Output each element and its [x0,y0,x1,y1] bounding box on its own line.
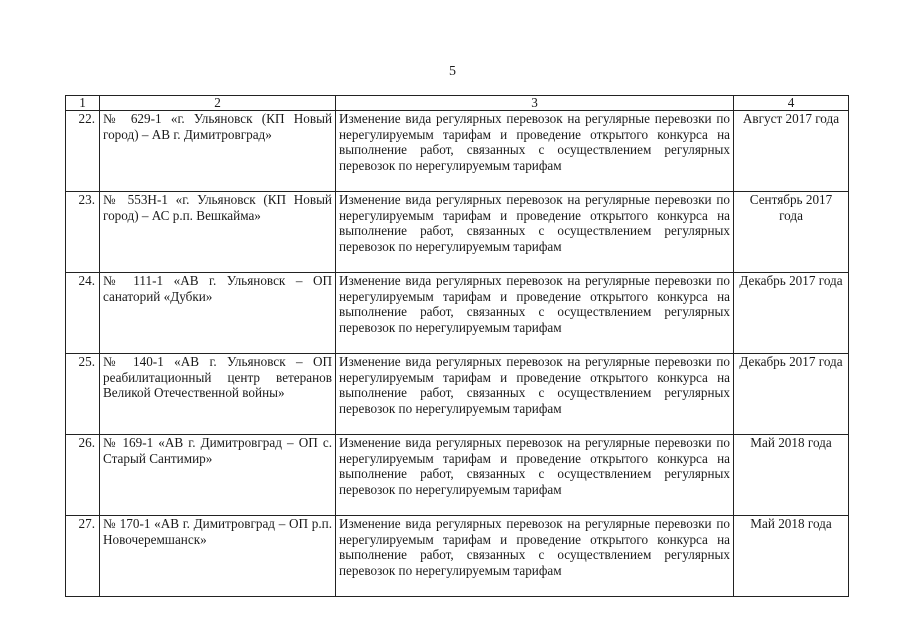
row-number: 24. [66,273,100,354]
date-cell: Декабрь 2017 года [734,273,849,354]
description-cell: Изменение вида регулярных перевозок на регулярные перевозки по нерегулируемым тарифам и проведение открытого конкурса на выполнение работ, связанных с осуществлением регулярных перевозок по нерегулируемым тарифам [336,516,734,597]
column-header: 2 [100,96,336,111]
table-row [66,435,849,516]
date-cell: Декабрь 2017 года [734,354,849,435]
table-row [66,192,849,273]
description-cell: Изменение вида регулярных перевозок на регулярные перевозки по нерегулируемым тарифам и проведение открытого конкурса на выполнение работ, связанных с осуществлением регулярных перевозок по нерегулируемым тарифам [336,354,734,435]
description-cell: Изменение вида регулярных перевозок на регулярные перевозки по нерегулируемым тарифам и проведение открытого конкурса на выполнение работ, связанных с осуществлением регулярных перевозок по нерегулируемым тарифам [336,192,734,273]
row-number: 25. [66,354,100,435]
table-header-row [66,96,849,111]
table-row [66,516,849,597]
column-header: 4 [734,96,849,111]
route-cell: № 629-1 «г. Ульяновск (КП Новый город) – АВ г. Димитровград» [100,111,336,192]
row-number: 26. [66,435,100,516]
row-number: 23. [66,192,100,273]
table-row [66,273,849,354]
row-number: 22. [66,111,100,192]
date-cell: Май 2018 года [734,516,849,597]
description-cell: Изменение вида регулярных перевозок на регулярные перевозки по нерегулируемым тарифам и проведение открытого конкурса на выполнение работ, связанных с осуществлением регулярных перевозок по нерегулируемым тарифам [336,111,734,192]
description-cell: Изменение вида регулярных перевозок на регулярные перевозки по нерегулируемым тарифам и проведение открытого конкурса на выполнение работ, связанных с осуществлением регулярных перевозок по нерегулируемым тарифам [336,435,734,516]
column-header: 3 [336,96,734,111]
route-cell: № 111-1 «АВ г. Ульяновск – ОП санаторий «Дубки» [100,273,336,354]
route-cell: № 140-1 «АВ г. Ульяновск – ОП реабилитационный центр ветеранов Великой Отечественной войны» [100,354,336,435]
route-cell: № 553Н-1 «г. Ульяновск (КП Новый город) – АС р.п. Вешкайма» [100,192,336,273]
date-cell: Май 2018 года [734,435,849,516]
page-number: 5 [449,64,456,79]
route-cell: № 169-1 «АВ г. Димитровград – ОП с. Старый Сантимир» [100,435,336,516]
row-number: 27. [66,516,100,597]
route-cell: № 170-1 «АВ г. Димитровград – ОП р.п. Новочеремшанск» [100,516,336,597]
table-row [66,354,849,435]
table-row [66,111,849,192]
column-header: 1 [66,96,100,111]
date-cell: Август 2017 года [734,111,849,192]
description-cell: Изменение вида регулярных перевозок на регулярные перевозки по нерегулируемым тарифам и проведение открытого конкурса на выполнение работ, связанных с осуществлением регулярных перевозок по нерегулируемым тарифам [336,273,734,354]
date-cell: Сентябрь 2017 года [734,192,849,273]
routes-table [65,95,849,597]
